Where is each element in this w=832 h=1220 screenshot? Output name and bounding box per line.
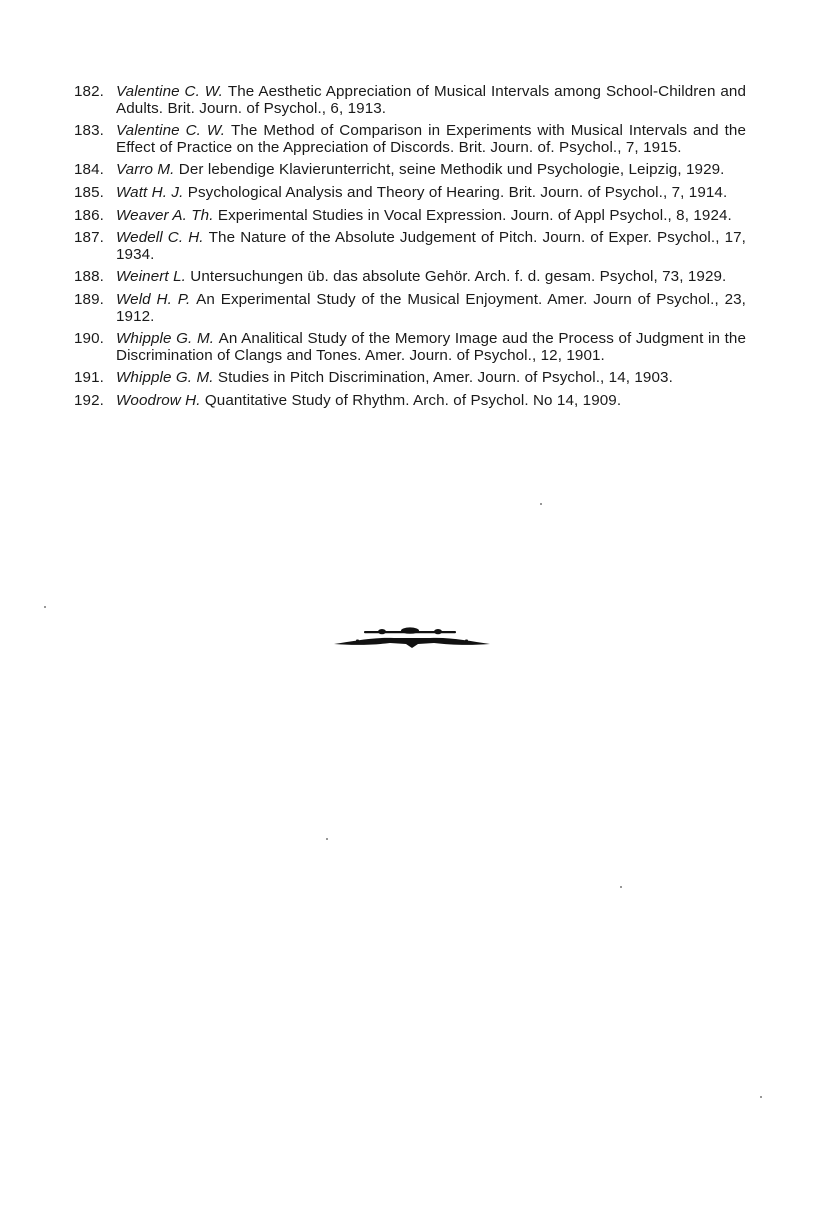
reference-number: 183. <box>74 122 104 140</box>
reference-author: Woodrow H. <box>116 391 205 409</box>
reference-author: Whipple G. M. <box>116 330 219 348</box>
reference-list <box>74 84 746 416</box>
scan-speck <box>540 503 542 505</box>
reference-item <box>74 370 746 387</box>
reference-item <box>74 393 746 410</box>
reference-text: The Nature of the Absolute Judgement of Pitch. Journ. of Exper. Psychol., 17, 1934. <box>116 229 746 263</box>
end-of-text-tailpiece-icon <box>334 624 490 650</box>
scan-speck <box>326 838 328 840</box>
reference-number: 189. <box>74 290 104 308</box>
reference-number: 191. <box>74 369 104 387</box>
reference-text: Studies in Pitch Discrimination, Amer. Journ. of Psychol., 14, 1903. <box>217 369 673 387</box>
reference-text: An Analitical Study of the Memory Image aud the Process of Judgment in the Discrimination of Clangs and Tones. Amer. Journ. of Psychol., 12, 1901. <box>116 330 746 364</box>
reference-item <box>74 269 746 286</box>
reference-author: Watt H. J. <box>116 183 188 201</box>
reference-author: Weld H. P. <box>116 290 197 308</box>
reference-author: Weaver A. Th. <box>116 206 218 224</box>
reference-number: 182. <box>74 83 104 100</box>
reference-item <box>74 208 746 225</box>
scan-speck <box>620 886 622 888</box>
scan-speck <box>44 606 46 608</box>
reference-author: Weinert L. <box>116 268 191 286</box>
reference-text: The Method of Comparison in Experiments with Musical Intervals and the Effect of Practice on the Appreciation of Discords. Brit. Journ. of. Psychol., 7, 1915. <box>116 122 747 156</box>
reference-author: Varro M. <box>116 161 179 179</box>
reference-number: 192. <box>74 391 104 409</box>
reference-author: Valentine C. W. <box>116 83 228 100</box>
reference-author: Wedell C. H. <box>116 229 209 247</box>
reference-item <box>74 331 746 364</box>
reference-text: Der lebendige Klavierunterricht, seine Methodik und Psychologie, Leipzig, 1929. <box>178 161 725 179</box>
reference-author: Whipple G. M. <box>116 369 218 387</box>
reference-text: Experimental Studies in Vocal Expression. Journ. of Appl Psychol., 8, 1924. <box>217 206 732 224</box>
reference-author: Valentine C. W. <box>116 122 231 140</box>
reference-number: 185. <box>74 183 104 201</box>
reference-item <box>74 230 746 263</box>
reference-text: Psychological Analysis and Theory of Hearing. Brit. Journ. of Psychol., 7, 1914. <box>187 183 728 201</box>
reference-text: Untersuchungen üb. das absolute Gehör. Arch. f. d. gesam. Psychol, 73, 1929. <box>190 268 727 286</box>
reference-number: 186. <box>74 206 104 224</box>
reference-item <box>74 162 746 179</box>
reference-number: 187. <box>74 229 104 247</box>
reference-text: Quantitative Study of Rhythm. Arch. of Psychol. No 14, 1909. <box>204 391 622 409</box>
reference-number: 188. <box>74 268 104 286</box>
reference-item <box>74 292 746 325</box>
scan-speck <box>760 1096 762 1098</box>
reference-number: 190. <box>74 330 104 348</box>
reference-item <box>74 84 746 117</box>
reference-number: 184. <box>74 161 104 179</box>
reference-text: An Experimental Study of the Musical Enjoyment. Amer. Journ of Psychol., 23, 1912. <box>116 290 746 325</box>
reference-item <box>74 185 746 202</box>
reference-text: The Aesthetic Appreciation of Musical Intervals among School-Children and Adults. Brit. Journ. of Psychol., 6, 1913. <box>116 83 747 117</box>
reference-item <box>74 123 746 156</box>
